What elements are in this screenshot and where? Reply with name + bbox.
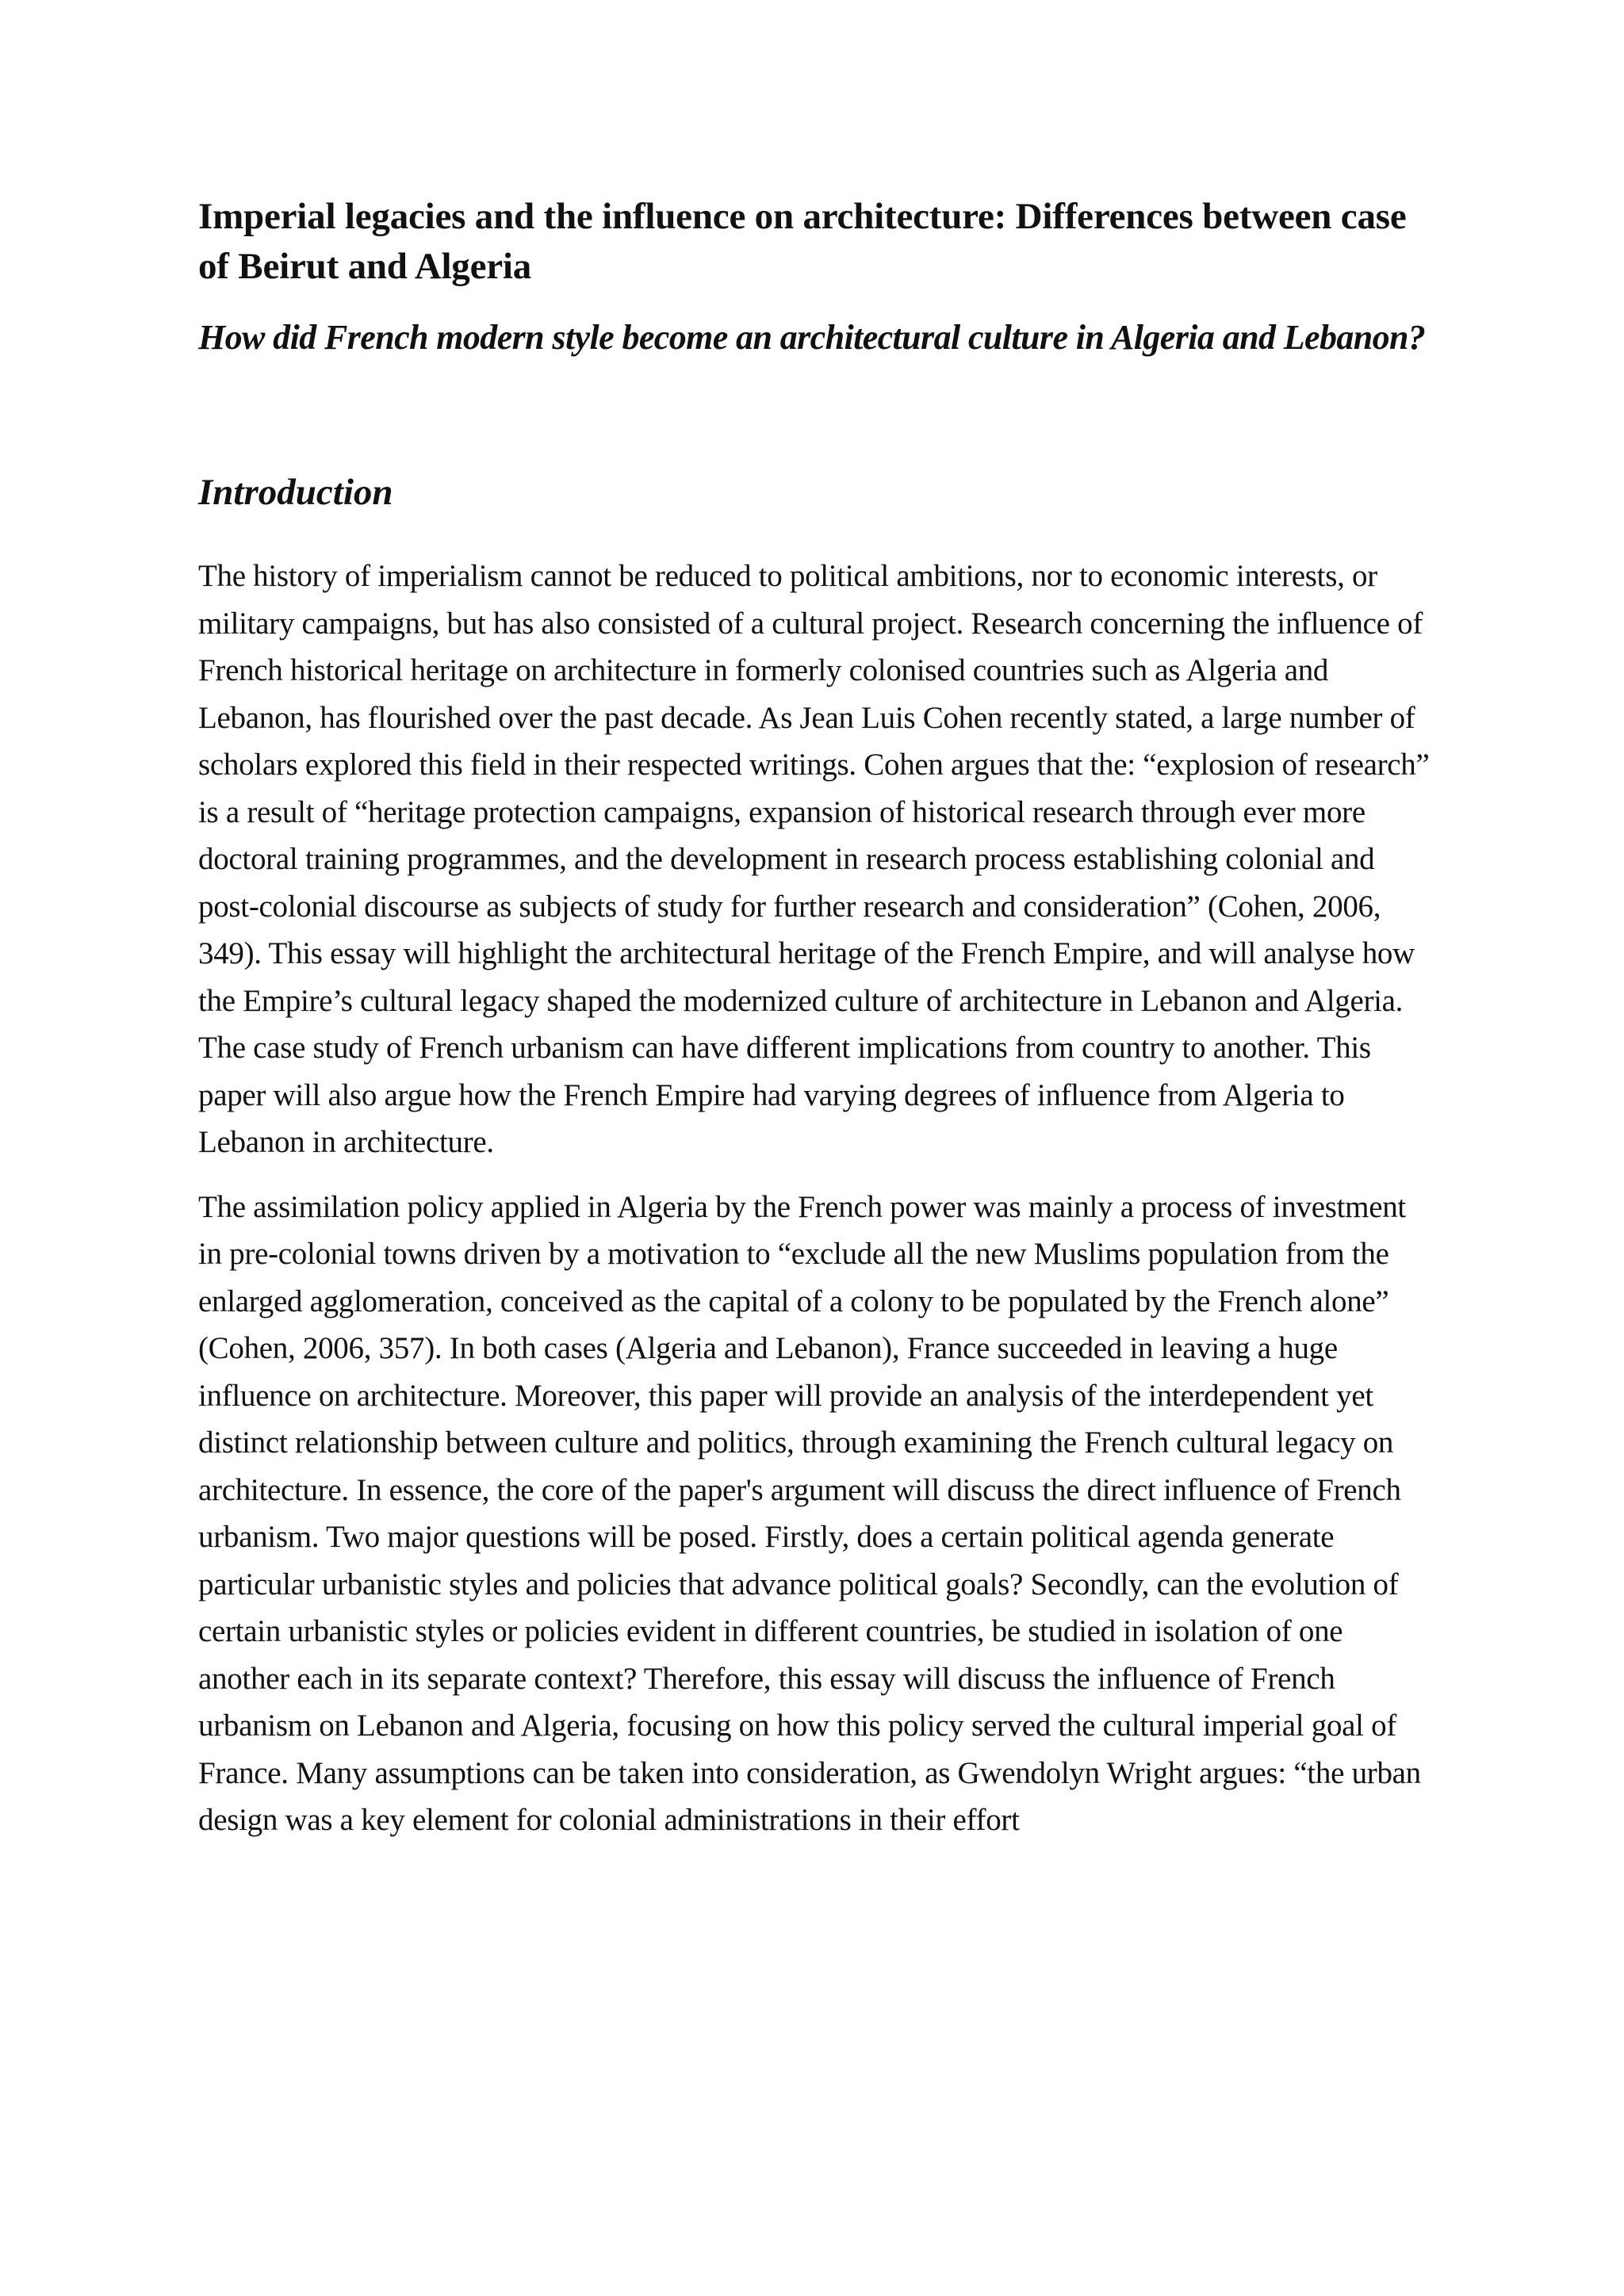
paragraph: The assimilation policy applied in Algeria by the French power was mainly a process of investment in pre-colonial towns driven by a motivation to “exclude all the new Muslims population from the enlarged agglomeration, conceived as the capital of a colony to be populated by the French alone” (Cohen, 2006, 357). In both cases (Algeria and Lebanon), France succeeded in leaving a huge influence on architecture. Moreover, this paper will provide an analysis of the interdependent yet distinct relationship between culture and politics, through examining the French cultural legacy on architecture. In essence, the core of the paper's argument will discuss the direct influence of French urbanism. Two major questions will be posed. Firstly, does a certain political agenda generate particular urbanistic styles and policies that advance political goals? Secondly, can the evolution of certain urbanistic styles or policies evident in different countries, be studied in isolation of one another each in its separate context? Therefore, this essay will discuss the influence of French urbanism on Lebanon and Algeria, focusing on how this policy served the cultural imperial goal of France. Many assumptions can be taken into consideration, as Gwendolyn Wright argues: “the urban design was a key element for colonial administrations in their effort <box>198 1189 1421 1837</box>
document-body <box>198 192 1435 1844</box>
paper-title: Imperial legacies and the influence on architecture: Differences between case of Beirut and Algeria <box>198 196 1407 287</box>
paragraph: The history of imperialism cannot be reduced to political ambitions, nor to economic interests, or military campaigns, but has also consisted of a cultural project. Research concerning the influence of French historical heritage on architecture in formerly colonised countries such as Algeria and Lebanon, has flourished over the past decade. As Jean Luis Cohen recently stated, a large number of scholars explored this field in their respected writings. Cohen argues that the: “explosion of research” is a result of “heritage protection campaigns, expansion of historical research through ever more doctoral training programmes, and the development in research process establishing colonial and post-colonial discourse as subjects of study for further research and consideration” (Cohen, 2006, 349). This essay will highlight the architectural heritage of the French Empire, and will analyse how the Empire’s cultural legacy shaped the modernized culture of architecture in Lebanon and Algeria. The case study of French urbanism can have different implications from country to another. This paper will also argue how the French Empire had varying degrees of influence from Algeria to Lebanon in architecture. <box>198 559 1430 1159</box>
paper-subtitle: How did French modern style become an architectural culture in Algeria and Lebanon? <box>198 318 1426 357</box>
section-heading-introduction: Introduction <box>198 472 393 513</box>
